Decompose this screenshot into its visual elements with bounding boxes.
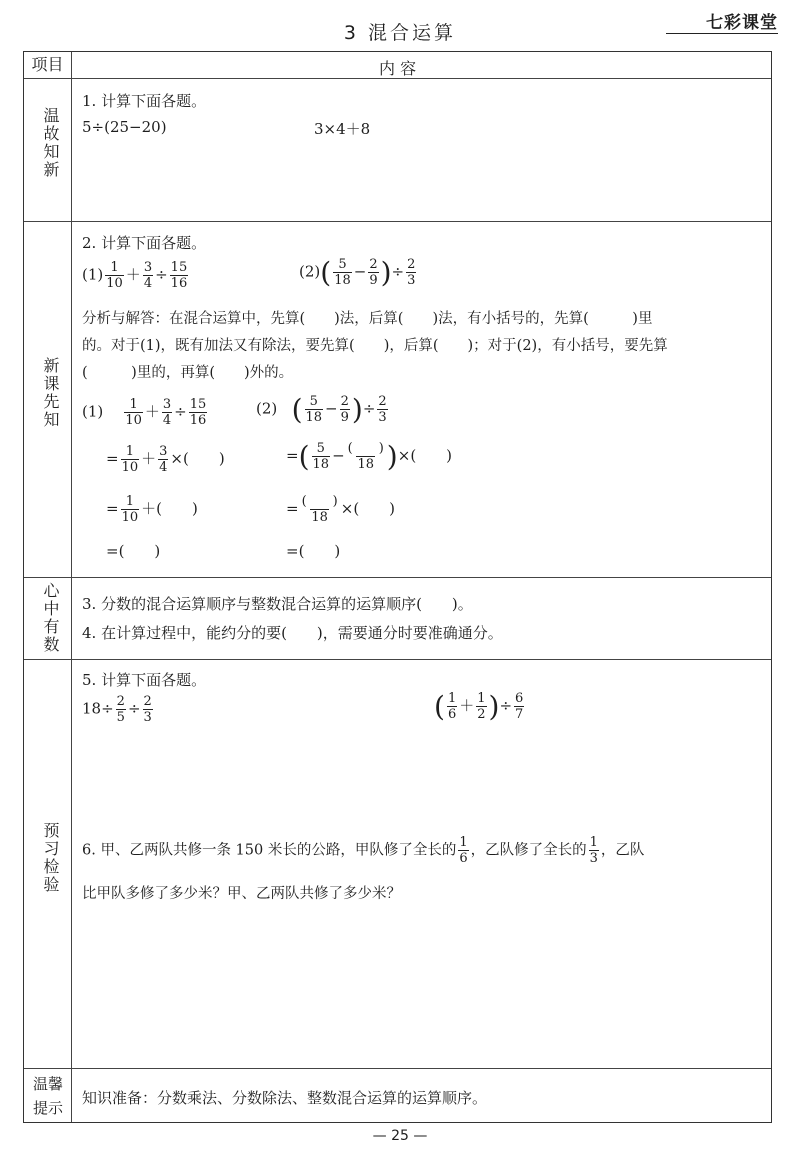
brand-logo: 七彩课堂: [706, 13, 778, 33]
question-2: 2. 计算下面各题。: [82, 234, 207, 252]
brand-underline: [666, 33, 778, 34]
page-title: 3 混合运算: [343, 22, 457, 44]
solution-1-step-3: =( ): [106, 542, 161, 560]
row-divider: [24, 577, 771, 578]
question-3: 3. 分数的混合运算顺序与整数混合运算的运算顺序( )。: [82, 595, 473, 613]
analysis-line-1: 分析与解答：在混合运算中，先算( )法，后算( )法，有小括号的，先算( )里: [82, 311, 653, 327]
section-label-new: 新课先知: [41, 357, 60, 429]
solution-1-step-0: (1) $\frac{1}{10}$ ＋ $\frac{3}{4}$ ÷ $\frac{15}{16}$: [82, 397, 207, 428]
question-4: 4. 在计算过程中，能约分的要( )，需要通分时要准确通分。: [82, 624, 503, 642]
column-divider: [71, 52, 72, 1122]
section-label-check: 预习检验: [41, 822, 60, 894]
expression-1b: 3×4＋8: [314, 120, 371, 138]
analysis-line-2: 的。对于(1)，既有加法又有除法，要先算( )，后算( )；对于(2)，有小括号，要先算: [82, 338, 668, 354]
analysis-line-3: ( )里的，再算( )外的。: [82, 365, 294, 381]
worksheet-table: [23, 51, 772, 1123]
expression-1a: 5÷(25−20): [82, 118, 167, 136]
solution-1-step-2: = $\frac{1}{10}$ ＋( ): [106, 494, 198, 525]
column-header-content: 内 容: [379, 59, 417, 78]
page-number: — 25 —: [372, 1128, 428, 1144]
solution-2-step-2: = $\frac{( )}{18}$ ×( ): [286, 494, 396, 525]
section-label-review: 温故知新: [41, 107, 60, 179]
problem-5-2: ( $\frac{1}{6}$ ＋ $\frac{1}{2}$ )÷ $\frac{6}{7}$: [434, 690, 524, 723]
solution-1-step-1: = $\frac{1}{10}$ ＋ $\frac{3}{4}$ ×( ): [106, 444, 225, 475]
solution-2-step-0: (2) ( $\frac{5}{18}$ − $\frac{2}{9}$ )÷ $\frac{2}{3}$: [256, 393, 387, 426]
solution-2-step-1: =( $\frac{5}{18}$ − $\frac{( )}{18}$ )×( ): [286, 440, 453, 473]
solution-2-step-3: =( ): [286, 542, 341, 560]
question-6-line-2: 比甲队多修了多少米？甲、乙两队共修了多少米？: [82, 886, 401, 902]
tip-text: 知识准备：分数乘法、分数除法、整数混合运算的运算顺序。: [82, 1089, 488, 1107]
problem-2-1: (1) $\frac{1}{10}$ ＋ $\frac{3}{4}$ ÷ $\frac{15}{16}$: [82, 260, 188, 291]
problem-2-2: (2)( $\frac{5}{18}$ − $\frac{2}{9}$ )÷ $\frac{2}{3}$: [299, 256, 416, 289]
question-1: 1. 计算下面各题。: [82, 92, 207, 110]
question-5: 5. 计算下面各题。: [82, 671, 207, 689]
row-divider: [24, 221, 771, 222]
section-label-tip: 温馨提示: [32, 1075, 63, 1117]
column-header-item: 项目: [31, 55, 64, 74]
problem-5-1: 18÷ $\frac{2}{5}$ ÷ $\frac{2}{3}$: [82, 694, 152, 725]
question-6-line-1: 6. 甲、乙两队共修一条 150 米长的公路，甲队修了全长的 $\frac{1}{6}$ ，乙队修了全长的 $\frac{1}{3}$ ，乙队: [82, 835, 645, 866]
row-divider: [24, 1068, 771, 1069]
row-divider: [24, 659, 771, 660]
section-label-mind: 心中有数: [41, 582, 60, 654]
